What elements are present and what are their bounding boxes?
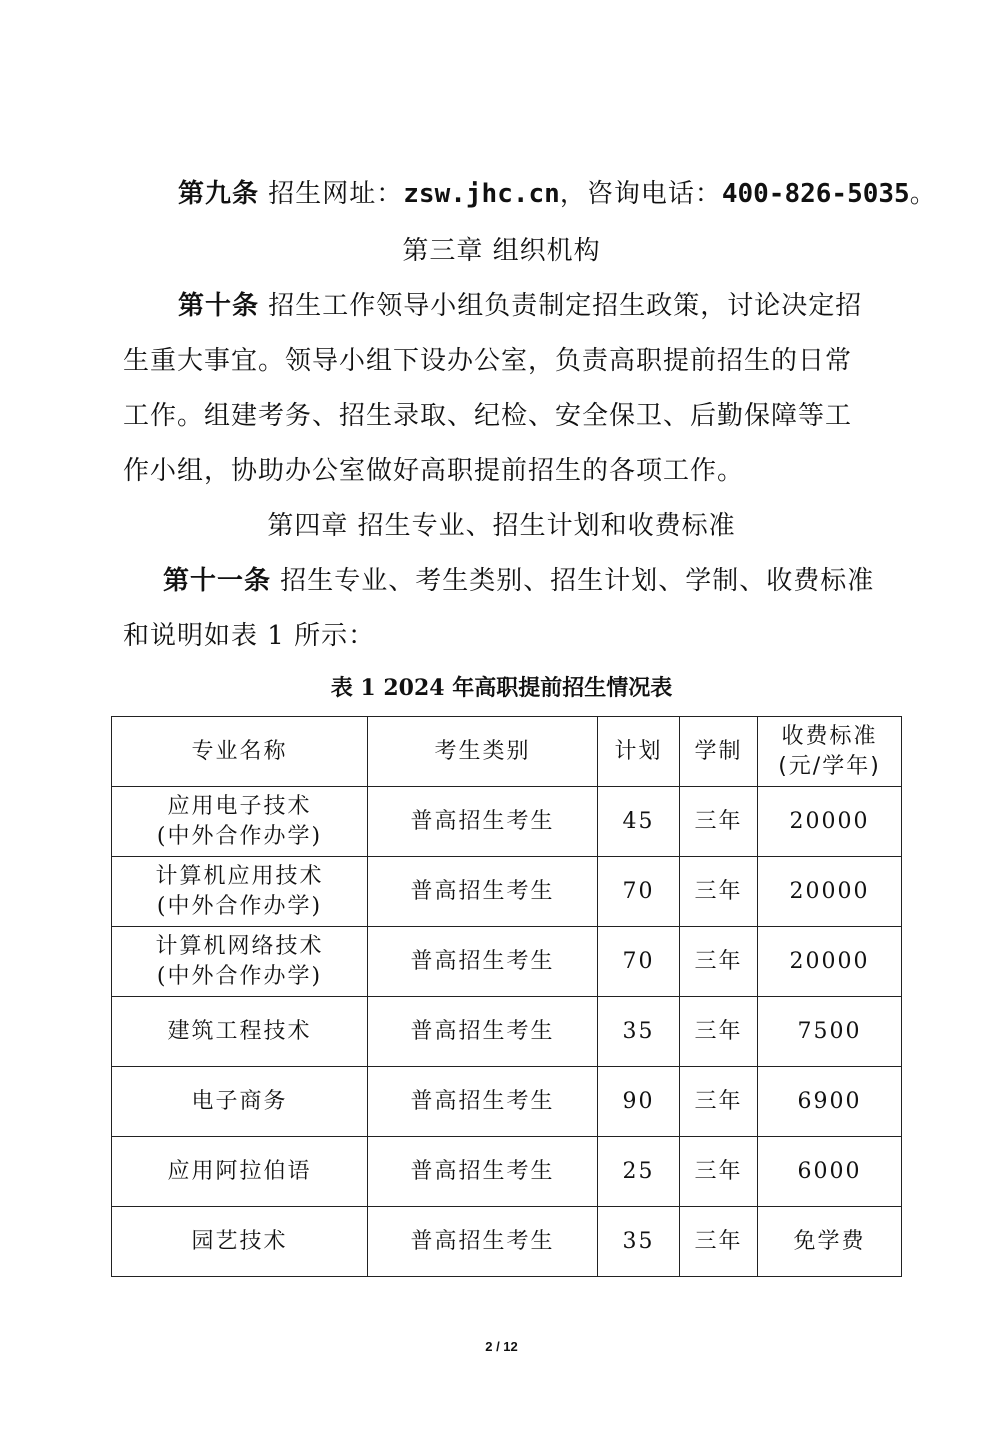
cell-plan: 35 <box>598 1207 680 1277</box>
page-number: 2 / 12 <box>485 1339 518 1354</box>
consult-phone: 400-826-5035 <box>721 179 910 209</box>
article-11-line-1 <box>163 563 890 599</box>
cell-duration: 三年 <box>680 787 758 857</box>
major-note: (中外合作办学) <box>156 963 323 989</box>
cell-plan: 25 <box>598 1137 680 1207</box>
table-row <box>112 1207 902 1277</box>
cell-fee: 免学费 <box>758 1207 902 1277</box>
chapter-3-heading: 第三章 组织机构 <box>402 236 601 266</box>
cell-category: 普高招生考生 <box>368 927 598 997</box>
cell-major: 园艺技术 <box>112 1207 368 1277</box>
table-row <box>112 787 902 857</box>
chapter-4-heading: 第四章 招生专业、招生计划和收费标准 <box>267 511 736 541</box>
major-name: 计算机网络技术 <box>155 933 324 959</box>
cell-category: 普高招生考生 <box>368 1067 598 1137</box>
cell-fee: 7500 <box>758 997 902 1067</box>
cell-plan: 45 <box>598 787 680 857</box>
table-row <box>112 857 902 927</box>
cell-major: 应用阿拉伯语 <box>112 1137 368 1207</box>
major-note: (中外合作办学) <box>156 823 323 849</box>
cell-category: 普高招生考生 <box>368 997 598 1067</box>
major-name: 应用电子技术 <box>167 793 312 819</box>
table-row <box>112 927 902 997</box>
major-name: 计算机应用技术 <box>155 863 324 889</box>
admissions-table <box>111 716 902 1277</box>
cell-major: 电子商务 <box>112 1067 368 1137</box>
article-10-text-1: 招生工作领导小组负责制定招生政策，讨论决定招 <box>259 291 863 321</box>
header-category: 考生类别 <box>368 717 598 787</box>
cell-fee: 6900 <box>758 1067 902 1137</box>
article-11-title: 第十一条 <box>163 566 272 596</box>
header-duration: 学制 <box>680 717 758 787</box>
cell-major <box>112 787 368 857</box>
article-11-text-1: 招生专业、考生类别、招生计划、学制、收费标准 <box>271 566 875 596</box>
header-fee-line-1: 收费标准 <box>781 723 878 749</box>
cell-duration: 三年 <box>680 1137 758 1207</box>
cell-fee: 20000 <box>758 857 902 927</box>
cell-duration: 三年 <box>680 1067 758 1137</box>
cell-plan: 70 <box>598 927 680 997</box>
cell-category: 普高招生考生 <box>368 1207 598 1277</box>
header-fee <box>758 717 902 787</box>
header-plan: 计划 <box>598 717 680 787</box>
cell-plan: 35 <box>598 997 680 1067</box>
cell-duration: 三年 <box>680 857 758 927</box>
article-10-line-1 <box>178 288 890 324</box>
article-10-line-3: 工作。组建考务、招生录取、纪检、安全保卫、后勤保障等工 <box>123 401 853 431</box>
table-row <box>112 1067 902 1137</box>
article-10-title: 第十条 <box>178 291 260 321</box>
article-10-line-2: 生重大事宜。领导小组下设办公室，负责高职提前招生的日常 <box>123 346 853 376</box>
cell-plan: 90 <box>598 1067 680 1137</box>
cell-major <box>112 927 368 997</box>
header-fee-line-2: (元/学年) <box>778 753 881 779</box>
cell-fee: 6000 <box>758 1137 902 1207</box>
major-note: (中外合作办学) <box>156 893 323 919</box>
cell-duration: 三年 <box>680 997 758 1067</box>
article-10-line-4: 作小组，协助办公室做好高职提前招生的各项工作。 <box>123 456 745 486</box>
table-caption: 表 1 2024 年高职提前招生情况表 <box>330 675 673 701</box>
cell-fee: 20000 <box>758 927 902 997</box>
article-9-text-a: 招生网址： <box>259 179 404 209</box>
cell-category: 普高招生考生 <box>368 787 598 857</box>
cell-plan: 70 <box>598 857 680 927</box>
article-11-line-2: 和说明如表 1 所示： <box>123 621 376 651</box>
table-row <box>112 997 902 1067</box>
header-major: 专业名称 <box>112 717 368 787</box>
admissions-website: zsw.jhc.cn <box>403 179 560 209</box>
table-row <box>112 1137 902 1207</box>
article-9-text-b: ，咨询电话： <box>559 179 722 209</box>
cell-fee: 20000 <box>758 787 902 857</box>
table-header-row <box>112 717 902 787</box>
article-9-paragraph <box>178 176 937 212</box>
cell-major <box>112 857 368 927</box>
cell-duration: 三年 <box>680 927 758 997</box>
cell-duration: 三年 <box>680 1207 758 1277</box>
article-9-text-c: 。 <box>909 179 937 209</box>
cell-category: 普高招生考生 <box>368 1137 598 1207</box>
cell-major: 建筑工程技术 <box>112 997 368 1067</box>
cell-category: 普高招生考生 <box>368 857 598 927</box>
article-9-title: 第九条 <box>178 179 260 209</box>
